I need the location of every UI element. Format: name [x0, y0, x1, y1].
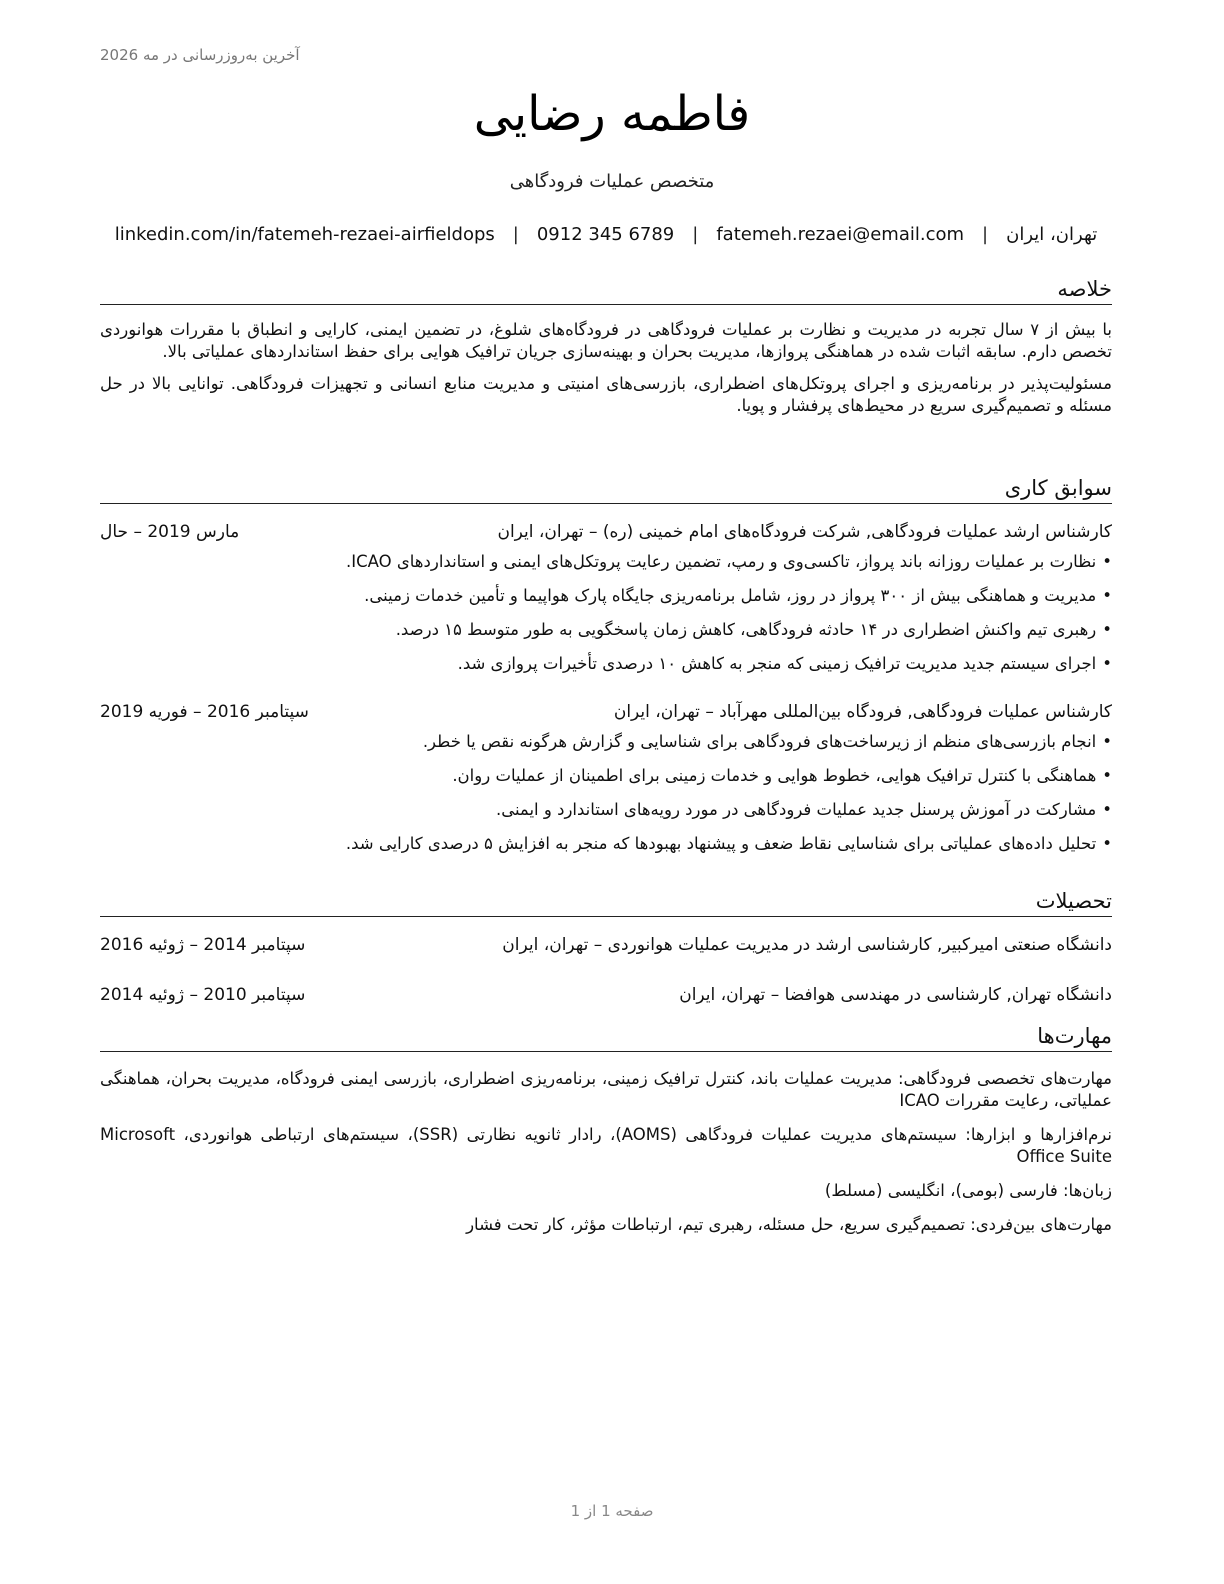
location: تهران، ایران [1006, 224, 1098, 245]
separator: | [512, 224, 519, 245]
list-item: •اجرای سیستم جدید مدیریت ترافیک زمینی که منجر به کاهش ۱۰ درصدی تأخیرات پروازی شد. [457, 654, 1112, 673]
contact-line [100, 224, 1112, 245]
education-entry [100, 982, 1112, 1008]
list-item: •هماهنگی با کنترل ترافیک هوایی، خطوط هوایی و خدمات زمینی برای اطمینان از عملیات روان. [452, 766, 1112, 785]
experience-heading: سوابق کاری [100, 475, 1112, 504]
skills-section [100, 1023, 1112, 1248]
list-item: •مشارکت در آموزش پرسنل جدید عملیات فرودگاهی در مورد رویه‌های استاندارد و ایمنی. [495, 800, 1112, 819]
job-dates: سپتامبر 2016 – فوریه 2019 [100, 702, 309, 722]
job-title: متخصص عملیات فرودگاهی [509, 171, 715, 192]
skill-line: مهارت‌های تخصصی فرودگاهی: مدیریت عملیات باند، کنترل ترافیک زمینی، برنامه‌ریزی اضطراری، بازرسی ایمنی فرودگاه، مدیریت بحران، هماهنگی عملیاتی، رعایت مقررات ICAO [100, 1069, 1112, 1110]
job-dates: مارس 2019 – حال [100, 522, 240, 542]
email-link[interactable]: fatemeh.rezaei@email.com [716, 224, 965, 245]
job-role: کارشناس عملیات فرودگاهی, فرودگاه بین‌المللی مهرآباد – تهران، ایران [613, 702, 1112, 722]
list-item: •مدیریت و هماهنگی بیش از ۳۰۰ پرواز در روز، شامل برنامه‌ریزی جایگاه پارک هواپیما و تأمین خدمات زمینی. [364, 586, 1112, 605]
education-dates: سپتامبر 2014 – ژوئیه 2016 [100, 935, 306, 955]
linkedin-link[interactable]: linkedin.com/in/fatemeh-rezaei-airfieldops [114, 224, 495, 245]
job-role: کارشناس ارشد عملیات فرودگاهی, شرکت فرودگاه‌های امام خمینی (ره) – تهران، ایران [497, 522, 1112, 542]
job-entry [100, 519, 1112, 681]
education-heading: تحصیلات [100, 888, 1112, 917]
education-section [100, 888, 1112, 1008]
separator: | [692, 224, 699, 245]
separator: | [982, 224, 989, 245]
summary-section [100, 276, 1112, 417]
summary-heading: خلاصه [100, 276, 1112, 305]
job-entry [100, 699, 1112, 861]
skill-line: نرم‌افزارها و ابزارها: سیستم‌های مدیریت عملیات فرودگاهی (AOMS)، رادار ثانویه نظارتی (SSR)، سیستم‌های ارتباطی هوانوردی، Microsoft Office Suite [100, 1125, 1113, 1166]
candidate-name: فاطمه رضایی [473, 86, 751, 142]
summary-paragraph: مسئولیت‌پذیر در برنامه‌ریزی و اجرای پروتکل‌های اضطراری، بازرسی‌های امنیتی و مدیریت منابع انسانی و تجهیزات فرودگاهی. توانایی بالا در حل مسئله و تصمیم‌گیری سریع در محیط‌های پرفشار و پویا. [100, 374, 1112, 415]
education-entry [100, 932, 1112, 958]
experience-section [100, 475, 1112, 861]
summary-paragraph: با بیش از ۷ سال تجربه در مدیریت و نظارت بر عملیات فرودگاهی در فرودگاه‌های شلوغ، در تضمین ایمنی، کارایی و انطباق با مقررات هوانوردی تخصص دارم. سابقه اثبات شده در هماهنگی پروازها، مدیریت بحران و بهینه‌سازی جریان ترافیک هوایی برای حفظ استانداردهای عملیاتی بالا. [100, 320, 1113, 361]
list-item: •نظارت بر عملیات روزانه باند پرواز، تاکسی‌وی و رمپ، تضمین رعایت پروتکل‌های ایمنی و استانداردهای ICAO. [346, 552, 1112, 571]
phone-number: 0912 345 6789 [536, 224, 675, 245]
page-number: صفحه 1 از 1 [570, 1502, 654, 1520]
list-item: •تحلیل داده‌های عملیاتی برای شناسایی نقاط ضعف و پیشنهاد بهبودها که منجر به افزایش ۵ درصدی کارایی شد. [345, 834, 1112, 853]
last-updated-note: آخرین به‌روزرسانی در مه 2026 [100, 46, 300, 64]
job-bullets [100, 725, 1112, 861]
skill-line: مهارت‌های بین‌فردی: تصمیم‌گیری سریع، حل مسئله، رهبری تیم، ارتباطات مؤثر، کار تحت فشار [466, 1215, 1112, 1234]
skills-heading: مهارت‌ها [100, 1023, 1112, 1052]
list-item: •انجام بازرسی‌های منظم از زیرساخت‌های فرودگاهی برای شناسایی و گزارش هرگونه نقص یا خطر. [422, 732, 1112, 751]
job-bullets [100, 545, 1112, 681]
degree: دانشگاه تهران, کارشناسی در مهندسی هوافضا – تهران، ایران [679, 985, 1112, 1005]
degree: دانشگاه صنعتی امیرکبیر, کارشناسی ارشد در مدیریت عملیات هوانوردی – تهران، ایران [502, 935, 1112, 955]
skill-line: زبان‌ها: فارسی (بومی)، انگلیسی (مسلط) [824, 1181, 1112, 1200]
education-dates: سپتامبر 2010 – ژوئیه 2014 [100, 985, 306, 1005]
list-item: •رهبری تیم واکنش اضطراری در ۱۴ حادثه فرودگاهی، کاهش زمان پاسخگویی به طور متوسط ۱۵ درصد. [395, 620, 1112, 639]
